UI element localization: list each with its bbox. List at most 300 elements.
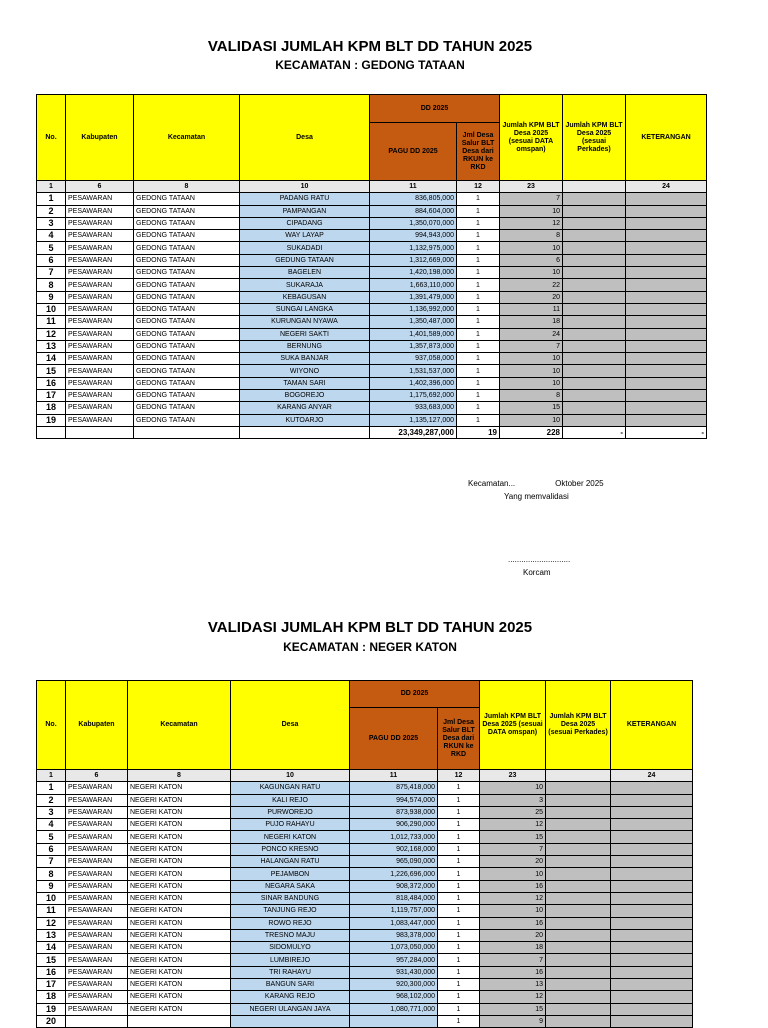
table-row xyxy=(37,279,707,291)
kabupaten-cell: PESAWARAN xyxy=(66,377,134,389)
kpm-data-cell: 15 xyxy=(500,402,563,414)
keterangan-cell xyxy=(626,365,707,377)
pagu-cell: 884,604,000 xyxy=(370,205,457,217)
total-empty xyxy=(134,426,240,438)
kpm-perkades-cell xyxy=(563,316,626,328)
total-kpm: 228 xyxy=(500,426,563,438)
pagu-cell: 994,943,000 xyxy=(370,230,457,242)
desa-cell: TANJUNG REJO xyxy=(231,905,350,917)
pagu-cell: 968,102,000 xyxy=(350,991,438,1003)
keterangan-cell xyxy=(626,328,707,340)
table-row xyxy=(37,242,707,254)
kecamatan-cell: GEDONG TATAAN xyxy=(134,377,240,389)
desa-cell: PEJAMBON xyxy=(231,868,350,880)
kpm-perkades-cell xyxy=(546,917,611,929)
column-number: 23 xyxy=(480,770,546,782)
table-row xyxy=(37,929,693,941)
column-number: 12 xyxy=(438,770,480,782)
jml-desa-cell: 1 xyxy=(438,856,480,868)
pagu-cell: 836,805,000 xyxy=(370,193,457,205)
keterangan-cell xyxy=(611,905,693,917)
kpm-perkades-cell xyxy=(563,279,626,291)
kpm-data-cell: 10 xyxy=(480,905,546,917)
kpm-data-cell: 8 xyxy=(500,230,563,242)
section2-subtitle: KECAMATAN : NEGER KATON xyxy=(283,640,457,654)
desa-cell: KARANG REJO xyxy=(231,991,350,1003)
header-dd: DD 2025 xyxy=(350,681,480,708)
kpm-perkades-cell xyxy=(546,954,611,966)
header-kpm-data: Jumlah KPM BLT Desa 2025 (sesuai DATA omspan) xyxy=(500,95,563,181)
desa-cell: PAMPANGAN xyxy=(240,205,370,217)
keterangan-cell xyxy=(611,843,693,855)
kpm-perkades-cell xyxy=(546,929,611,941)
table-row xyxy=(37,402,707,414)
kpm-perkades-cell xyxy=(563,242,626,254)
kecamatan-cell: GEDONG TATAAN xyxy=(134,230,240,242)
keterangan-cell xyxy=(626,303,707,315)
kpm-data-cell: 6 xyxy=(500,254,563,266)
kabupaten-cell: PESAWARAN xyxy=(66,328,134,340)
kpm-data-cell: 16 xyxy=(480,880,546,892)
keterangan-cell xyxy=(611,954,693,966)
row-number: 11 xyxy=(37,316,66,328)
keterangan-cell xyxy=(626,230,707,242)
row-number: 17 xyxy=(37,979,66,991)
desa-cell: NEGARA SAKA xyxy=(231,880,350,892)
kabupaten-cell: PESAWARAN xyxy=(66,856,128,868)
header-jml: Jml Desa Salur BLT Desa dari RKUN ke RKD xyxy=(438,708,480,770)
kpm-data-cell: 15 xyxy=(480,831,546,843)
section1-title: VALIDASI JUMLAH KPM BLT DD TAHUN 2025 xyxy=(207,38,533,55)
kpm-perkades-cell xyxy=(563,353,626,365)
kabupaten-cell: PESAWARAN xyxy=(66,1003,128,1015)
total-empty xyxy=(37,426,66,438)
row-number: 2 xyxy=(37,205,66,217)
kpm-perkades-cell xyxy=(563,291,626,303)
kpm-data-cell: 20 xyxy=(500,291,563,303)
header-kecamatan: Kecamatan xyxy=(128,681,231,770)
kpm-data-cell: 13 xyxy=(480,979,546,991)
pagu-cell: 1,531,537,000 xyxy=(370,365,457,377)
kpm-perkades-cell xyxy=(563,205,626,217)
column-number-row xyxy=(37,770,693,782)
desa-cell: TRESNO MAJU xyxy=(231,929,350,941)
kecamatan-cell: GEDONG TATAAN xyxy=(134,328,240,340)
pagu-cell: 873,938,000 xyxy=(350,806,438,818)
row-number: 18 xyxy=(37,402,66,414)
pagu-cell: 994,574,000 xyxy=(350,794,438,806)
column-number: 8 xyxy=(128,770,231,782)
header-kpm-perkades: Jumlah KPM BLT Desa 2025 (sesuai Perkades) xyxy=(546,681,611,770)
jml-desa-cell: 1 xyxy=(457,205,500,217)
kabupaten-cell: PESAWARAN xyxy=(66,954,128,966)
header-keterangan: KETERANGAN xyxy=(611,681,693,770)
header-kabupaten: Kabupaten xyxy=(66,95,134,181)
table-row xyxy=(37,954,693,966)
keterangan-cell xyxy=(611,929,693,941)
kpm-data-cell: 7 xyxy=(480,843,546,855)
kpm-data-cell: 7 xyxy=(500,340,563,352)
table-row xyxy=(37,193,707,205)
row-number: 15 xyxy=(37,954,66,966)
row-number: 14 xyxy=(37,353,66,365)
kabupaten-cell: PESAWARAN xyxy=(66,917,128,929)
kpm-perkades-cell xyxy=(546,794,611,806)
keterangan-cell xyxy=(626,267,707,279)
keterangan-cell xyxy=(626,193,707,205)
pagu-cell: 1,420,198,000 xyxy=(370,267,457,279)
table-row xyxy=(37,1015,693,1027)
desa-cell: PUJO RAHAYU xyxy=(231,819,350,831)
jml-desa-cell: 1 xyxy=(438,942,480,954)
jml-desa-cell: 1 xyxy=(438,1015,480,1027)
kpm-perkades-cell xyxy=(546,991,611,1003)
pagu-cell: 818,484,000 xyxy=(350,892,438,904)
kecamatan-cell: NEGERI KATON xyxy=(128,929,231,941)
kecamatan-cell: NEGERI KATON xyxy=(128,831,231,843)
jml-desa-cell: 1 xyxy=(457,328,500,340)
kpm-perkades-cell xyxy=(546,966,611,978)
jml-desa-cell: 1 xyxy=(438,843,480,855)
desa-cell: BERNUNG xyxy=(240,340,370,352)
signature-place-date: Kecamatan... Oktober 2025 xyxy=(468,479,604,488)
kpm-data-cell: 12 xyxy=(500,217,563,229)
kecamatan-cell: GEDONG TATAAN xyxy=(134,353,240,365)
kabupaten-cell: PESAWARAN xyxy=(66,279,134,291)
kpm-data-cell: 10 xyxy=(500,377,563,389)
kecamatan-cell: GEDONG TATAAN xyxy=(134,267,240,279)
kecamatan-cell: GEDONG TATAAN xyxy=(134,402,240,414)
jml-desa-cell: 1 xyxy=(457,291,500,303)
kabupaten-cell: PESAWARAN xyxy=(66,868,128,880)
row-number: 20 xyxy=(37,1015,66,1027)
kecamatan-cell: NEGERI KATON xyxy=(128,880,231,892)
kabupaten-cell: PESAWARAN xyxy=(66,242,134,254)
header-desa: Desa xyxy=(231,681,350,770)
keterangan-cell xyxy=(611,880,693,892)
column-number: 1 xyxy=(37,181,66,193)
kpm-perkades-cell xyxy=(546,942,611,954)
pagu-cell: 1,012,733,000 xyxy=(350,831,438,843)
kecamatan-cell: NEGERI KATON xyxy=(128,954,231,966)
row-number: 17 xyxy=(37,390,66,402)
kabupaten-cell: PESAWARAN xyxy=(66,316,134,328)
total-perkades: - xyxy=(563,426,626,438)
jml-desa-cell: 1 xyxy=(438,831,480,843)
column-number-row xyxy=(37,181,707,193)
kecamatan-cell: NEGERI KATON xyxy=(128,794,231,806)
desa-cell: BOGOREJO xyxy=(240,390,370,402)
jml-desa-cell: 1 xyxy=(438,929,480,941)
header-kabupaten: Kabupaten xyxy=(66,681,128,770)
row-number: 8 xyxy=(37,279,66,291)
jml-desa-cell: 1 xyxy=(457,402,500,414)
keterangan-cell xyxy=(611,917,693,929)
kpm-perkades-cell xyxy=(546,843,611,855)
table-row xyxy=(37,843,693,855)
kpm-data-cell: 24 xyxy=(500,328,563,340)
kabupaten-cell: PESAWARAN xyxy=(66,254,134,266)
kpm-perkades-cell xyxy=(546,892,611,904)
kabupaten-cell: PESAWARAN xyxy=(66,414,134,426)
keterangan-cell xyxy=(626,254,707,266)
kabupaten-cell: PESAWARAN xyxy=(66,782,128,794)
jml-desa-cell: 1 xyxy=(438,868,480,880)
header-kecamatan: Kecamatan xyxy=(134,95,240,181)
kpm-perkades-cell xyxy=(546,905,611,917)
column-number: 23 xyxy=(500,181,563,193)
pagu-cell: 1,226,696,000 xyxy=(350,868,438,880)
row-number: 7 xyxy=(37,267,66,279)
desa-cell: TRI RAHAYU xyxy=(231,966,350,978)
kpm-data-cell: 25 xyxy=(480,806,546,818)
jml-desa-cell: 1 xyxy=(457,230,500,242)
pagu-cell: 1,401,589,000 xyxy=(370,328,457,340)
row-number: 12 xyxy=(37,917,66,929)
kecamatan-cell: GEDONG TATAAN xyxy=(134,291,240,303)
kabupaten-cell: PESAWARAN xyxy=(66,340,134,352)
table-row xyxy=(37,414,707,426)
kecamatan-cell: NEGERI KATON xyxy=(128,942,231,954)
jml-desa-cell: 1 xyxy=(457,390,500,402)
keterangan-cell xyxy=(626,217,707,229)
column-number: 11 xyxy=(350,770,438,782)
kabupaten-cell: PESAWARAN xyxy=(66,942,128,954)
kabupaten-cell: PESAWARAN xyxy=(66,390,134,402)
jml-desa-cell: 1 xyxy=(457,303,500,315)
row-number: 19 xyxy=(37,1003,66,1015)
keterangan-cell xyxy=(611,942,693,954)
kpm-data-cell: 9 xyxy=(480,1015,546,1027)
jml-desa-cell: 1 xyxy=(457,316,500,328)
kpm-data-cell: 12 xyxy=(480,892,546,904)
header-pagu: PAGU DD 2025 xyxy=(370,123,457,181)
pagu-cell: 931,430,000 xyxy=(350,966,438,978)
total-empty xyxy=(240,426,370,438)
table-row xyxy=(37,831,693,843)
jml-desa-cell: 1 xyxy=(457,377,500,389)
kecamatan-cell: GEDONG TATAAN xyxy=(134,414,240,426)
column-number: 24 xyxy=(626,181,707,193)
table-row xyxy=(37,390,707,402)
kabupaten-cell: PESAWARAN xyxy=(66,880,128,892)
kecamatan-cell: NEGERI KATON xyxy=(128,892,231,904)
row-number: 16 xyxy=(37,377,66,389)
row-number: 16 xyxy=(37,966,66,978)
column-number: 12 xyxy=(457,181,500,193)
kabupaten-cell: PESAWARAN xyxy=(66,230,134,242)
kpm-perkades-cell xyxy=(546,819,611,831)
keterangan-cell xyxy=(611,991,693,1003)
column-number: 10 xyxy=(240,181,370,193)
pagu-cell: 875,418,000 xyxy=(350,782,438,794)
jml-desa-cell: 1 xyxy=(438,819,480,831)
table-row xyxy=(37,979,693,991)
kabupaten-cell: PESAWARAN xyxy=(66,843,128,855)
column-number: 1 xyxy=(37,770,66,782)
header-pagu: PAGU DD 2025 xyxy=(350,708,438,770)
table-row xyxy=(37,880,693,892)
kecamatan-cell: NEGERI KATON xyxy=(128,991,231,1003)
desa-cell: HALANGAN RATU xyxy=(231,856,350,868)
kecamatan-cell: GEDONG TATAAN xyxy=(134,365,240,377)
keterangan-cell xyxy=(626,340,707,352)
table-row xyxy=(37,991,693,1003)
keterangan-cell xyxy=(626,242,707,254)
row-number: 13 xyxy=(37,929,66,941)
header-kpm-data: Jumlah KPM BLT Desa 2025 (sesuai DATA omspan) xyxy=(480,681,546,770)
keterangan-cell xyxy=(626,390,707,402)
kpm-data-cell: 16 xyxy=(480,917,546,929)
row-number: 1 xyxy=(37,782,66,794)
jml-desa-cell: 1 xyxy=(438,1003,480,1015)
section2-table xyxy=(36,680,693,1028)
kecamatan-cell: GEDONG TATAAN xyxy=(134,316,240,328)
jml-desa-cell: 1 xyxy=(438,966,480,978)
keterangan-cell xyxy=(611,806,693,818)
pagu-cell: 1,663,110,000 xyxy=(370,279,457,291)
kabupaten-cell: PESAWARAN xyxy=(66,303,134,315)
table-row xyxy=(37,892,693,904)
pagu-cell: 1,391,479,000 xyxy=(370,291,457,303)
row-number: 4 xyxy=(37,230,66,242)
kabupaten-cell: PESAWARAN xyxy=(66,929,128,941)
desa-cell: PADANG RATU xyxy=(240,193,370,205)
kabupaten-cell: PESAWARAN xyxy=(66,205,134,217)
row-number: 18 xyxy=(37,991,66,1003)
table-row xyxy=(37,806,693,818)
kpm-perkades-cell xyxy=(546,1015,611,1027)
kabupaten-cell: PESAWARAN xyxy=(66,402,134,414)
pagu-cell: 965,090,000 xyxy=(350,856,438,868)
kabupaten-cell: PESAWARAN xyxy=(66,892,128,904)
kecamatan-cell: NEGERI KATON xyxy=(128,782,231,794)
kpm-data-cell: 7 xyxy=(480,954,546,966)
table-row xyxy=(37,316,707,328)
kpm-data-cell: 22 xyxy=(500,279,563,291)
pagu-cell: 906,290,000 xyxy=(350,819,438,831)
kabupaten-cell: PESAWARAN xyxy=(66,966,128,978)
kabupaten-cell: PESAWARAN xyxy=(66,291,134,303)
kecamatan-cell: NEGERI KATON xyxy=(128,819,231,831)
column-number: 6 xyxy=(66,770,128,782)
kpm-data-cell: 15 xyxy=(480,1003,546,1015)
kpm-perkades-cell xyxy=(563,230,626,242)
desa-cell: LUMBIREJO xyxy=(231,954,350,966)
kpm-perkades-cell xyxy=(546,880,611,892)
row-number: 13 xyxy=(37,340,66,352)
table-row xyxy=(37,377,707,389)
keterangan-cell xyxy=(626,377,707,389)
kpm-data-cell: 20 xyxy=(480,856,546,868)
keterangan-cell xyxy=(626,402,707,414)
table-row xyxy=(37,868,693,880)
table-row xyxy=(37,942,693,954)
desa-cell: PONCO KRESNO xyxy=(231,843,350,855)
keterangan-cell xyxy=(626,353,707,365)
desa-cell: NEGERI SAKTI xyxy=(240,328,370,340)
desa-cell: PURWOREJO xyxy=(231,806,350,818)
kpm-perkades-cell xyxy=(546,806,611,818)
jml-desa-cell: 1 xyxy=(438,954,480,966)
kpm-data-cell: 10 xyxy=(500,267,563,279)
pagu-cell: 920,300,000 xyxy=(350,979,438,991)
desa-cell xyxy=(231,1015,350,1027)
kpm-data-cell: 10 xyxy=(480,782,546,794)
keterangan-cell xyxy=(626,205,707,217)
kpm-data-cell: 3 xyxy=(480,794,546,806)
row-number: 3 xyxy=(37,806,66,818)
keterangan-cell xyxy=(626,279,707,291)
kpm-perkades-cell xyxy=(563,402,626,414)
kpm-data-cell: 16 xyxy=(480,966,546,978)
jml-desa-cell: 1 xyxy=(438,782,480,794)
desa-cell: SINAR BANDUNG xyxy=(231,892,350,904)
table-row xyxy=(37,365,707,377)
pagu-cell: 1,083,447,000 xyxy=(350,917,438,929)
pagu-cell xyxy=(350,1015,438,1027)
desa-cell: SIDOMULYO xyxy=(231,942,350,954)
kpm-perkades-cell xyxy=(546,868,611,880)
desa-cell: ROWO REJO xyxy=(231,917,350,929)
kecamatan-cell: NEGERI KATON xyxy=(128,979,231,991)
kpm-data-cell: 10 xyxy=(500,365,563,377)
desa-cell: NEGERI ULANGAN JAYA xyxy=(231,1003,350,1015)
total-pagu: 23,349,287,000 xyxy=(370,426,457,438)
keterangan-cell xyxy=(611,831,693,843)
kecamatan-cell: NEGERI KATON xyxy=(128,1003,231,1015)
kabupaten-cell: PESAWARAN xyxy=(66,991,128,1003)
kpm-perkades-cell xyxy=(546,782,611,794)
kecamatan-cell: GEDONG TATAAN xyxy=(134,242,240,254)
desa-cell: KEBAGUSAN xyxy=(240,291,370,303)
row-number: 2 xyxy=(37,794,66,806)
table-row xyxy=(37,267,707,279)
table-row xyxy=(37,794,693,806)
keterangan-cell xyxy=(611,782,693,794)
signature-dots: ............................ xyxy=(508,555,571,564)
kecamatan-cell: GEDONG TATAAN xyxy=(134,340,240,352)
table-row xyxy=(37,205,707,217)
desa-cell: KALI REJO xyxy=(231,794,350,806)
kabupaten-cell: PESAWARAN xyxy=(66,267,134,279)
kabupaten-cell: PESAWARAN xyxy=(66,831,128,843)
kpm-data-cell: 10 xyxy=(480,868,546,880)
header-desa: Desa xyxy=(240,95,370,181)
table-row xyxy=(37,254,707,266)
row-number: 12 xyxy=(37,328,66,340)
table-row xyxy=(37,905,693,917)
kpm-perkades-cell xyxy=(546,1003,611,1015)
jml-desa-cell: 1 xyxy=(457,365,500,377)
kpm-data-cell: 8 xyxy=(500,390,563,402)
desa-cell: SUKA BANJAR xyxy=(240,353,370,365)
column-number: 24 xyxy=(611,770,693,782)
desa-cell: GEDUNG TATAAN xyxy=(240,254,370,266)
kabupaten-cell: PESAWARAN xyxy=(66,353,134,365)
signature-validator: Yang memvalidasi xyxy=(504,492,569,501)
table-row xyxy=(37,917,693,929)
pagu-cell: 1,357,873,000 xyxy=(370,340,457,352)
kecamatan-cell: GEDONG TATAAN xyxy=(134,193,240,205)
kpm-data-cell: 7 xyxy=(500,193,563,205)
kecamatan-cell: GEDONG TATAAN xyxy=(134,217,240,229)
kpm-data-cell: 10 xyxy=(500,353,563,365)
kabupaten-cell: PESAWARAN xyxy=(66,806,128,818)
pagu-cell: 1,119,757,000 xyxy=(350,905,438,917)
desa-cell: KUTOARJO xyxy=(240,414,370,426)
column-number: 10 xyxy=(231,770,350,782)
